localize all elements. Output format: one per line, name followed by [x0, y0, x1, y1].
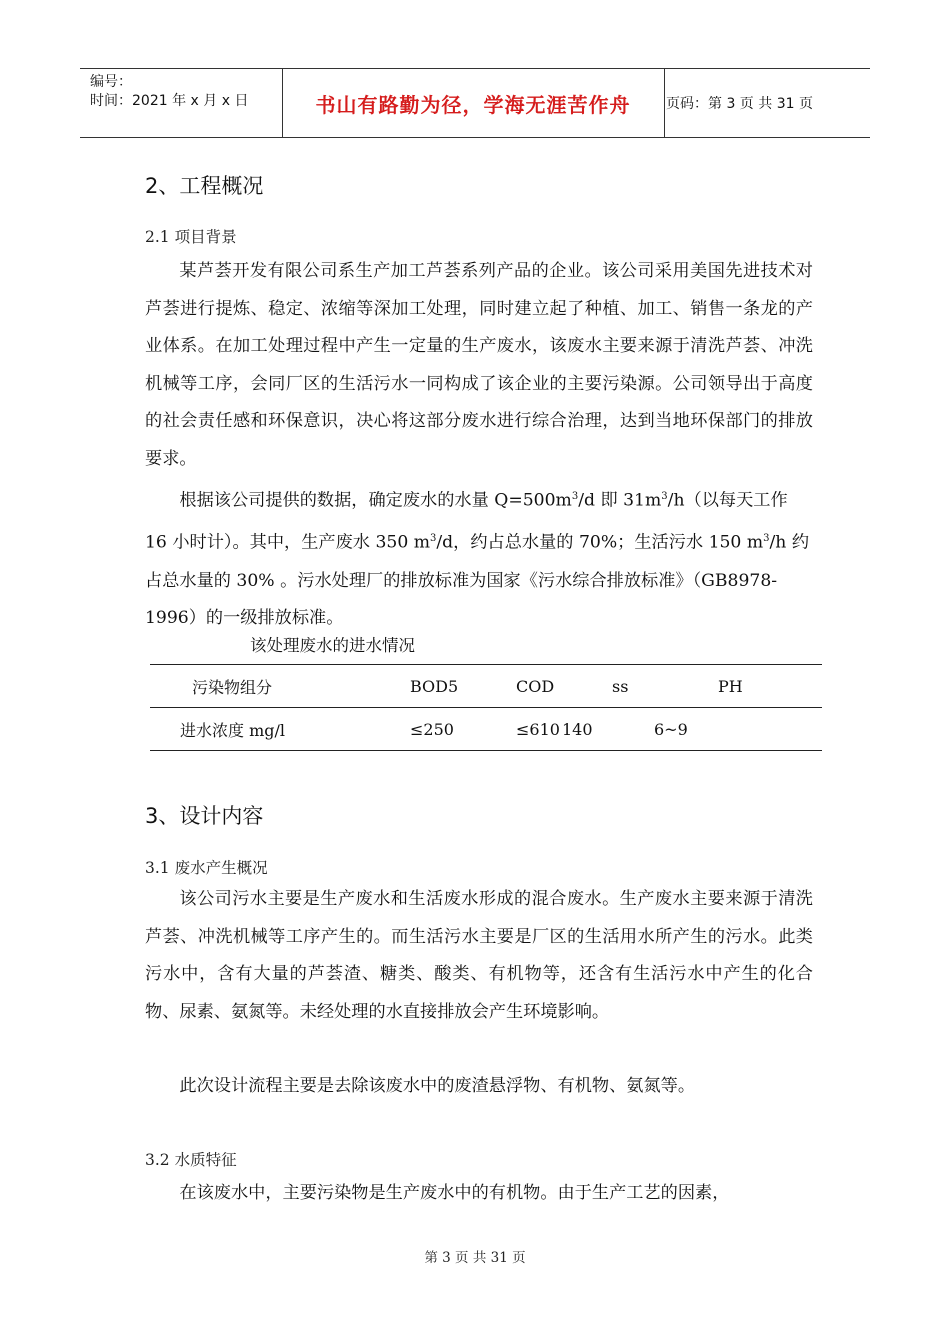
- section-3-1-paragraph-2: 此次设计流程主要是去除该废水中的废渣悬浮物、有机物、氨氮等。: [179, 1076, 696, 1096]
- superscript-3: 3: [661, 491, 668, 502]
- table-header-cell: COD: [516, 665, 612, 708]
- table-header-cell: ss: [612, 665, 718, 708]
- table-cell: 140: [562, 708, 668, 751]
- table-cell: 进水浓度 mg/l: [150, 708, 410, 751]
- section-3-1-paragraph-1: 该公司污水主要是生产废水和生活废水形成的混合废水。生产废水主要来源于清洗芦荟、冲洗机械等工序产生的。而生活污水主要是厂区的生活用水所产生的污水。此类污水中，含有大量的芦荟渣、糖类、酸类、有机物等，还含有生活污水中产生的化合物、尿素、氨氮等。未经处理的水直接排放会产生环境影响。: [145, 889, 813, 1022]
- page-header: [80, 68, 870, 138]
- influent-table: [150, 664, 822, 751]
- section-3-heading: 3、设计内容: [145, 804, 264, 828]
- section-2-1-paragraph-1: 某芦荟开发有限公司系生产加工芦荟系列产品的企业。该公司采用美国先进技术对芦荟进行提炼、稳定、浓缩等深加工处理，同时建立起了种植、加工、销售一条龙的产业体系。在加工处理过程中产生一定量的生产废水，该废水主要来源于清洗芦荟、冲洗机械等工序，会同厂区的生活污水一同构成了该企业的主要污染源。公司领导出于高度的社会责任感和环保意识，决心将这部分废水进行综合治理，达到当地环保部门的排放要求。: [145, 261, 813, 469]
- table-row: [150, 708, 822, 751]
- header-meta: [90, 73, 248, 111]
- table-header-row: [150, 665, 822, 708]
- superscript-3: 3: [430, 533, 437, 545]
- table-header-cell: BOD5: [410, 665, 516, 708]
- section-3-1-heading: 3.1 废水产生概况: [145, 859, 268, 877]
- header-page-info: 页码：第 3 页 共 31 页: [666, 96, 813, 112]
- section-2-heading: 2、工程概况: [145, 174, 264, 198]
- table-header-cell: PH: [718, 665, 822, 708]
- table-cell: ≤610: [516, 708, 612, 751]
- section-2-1-paragraph-2: 根据该公司提供的数据，确定废水的水量 $Q=500m^3/d$ 即 $31m^3/h$（以每天工作 16 小时计）。其中，生产废水 350 $m^3/d$，约占总水量的 70%；生活污水 150 $m^3/h$ 约占总水量的 30% 。污水处理厂的排放标准为国家《污水综合排放标准》（GB8978-1996）的一级排放标准。: [145, 490, 810, 629]
- table-cell: ≤250: [410, 708, 516, 751]
- superscript-3: 3: [571, 491, 579, 502]
- page-footer: 第 3 页 共 31 页: [424, 1250, 526, 1266]
- header-motto: 书山有路勤为径，学海无涯苦作舟: [315, 93, 631, 117]
- superscript-3: 3: [763, 533, 770, 545]
- table-header-cell: 污染物组分: [150, 665, 410, 708]
- section-2-1-heading: 2.1 项目背景: [145, 228, 237, 246]
- section-3-2-paragraph-1: 在该废水中，主要污染物是生产废水中的有机物。由于生产工艺的因素，: [179, 1183, 730, 1203]
- header-divider-right: [664, 69, 665, 137]
- header-number: 编号：: [90, 74, 132, 90]
- table-caption: 该处理废水的进水情况: [250, 636, 415, 655]
- table-cell: 6~9: [654, 708, 758, 751]
- header-time: 时间：2021 年 x 月 x 日: [90, 93, 249, 109]
- section-3-2-heading: 3.2 水质特征: [145, 1151, 237, 1169]
